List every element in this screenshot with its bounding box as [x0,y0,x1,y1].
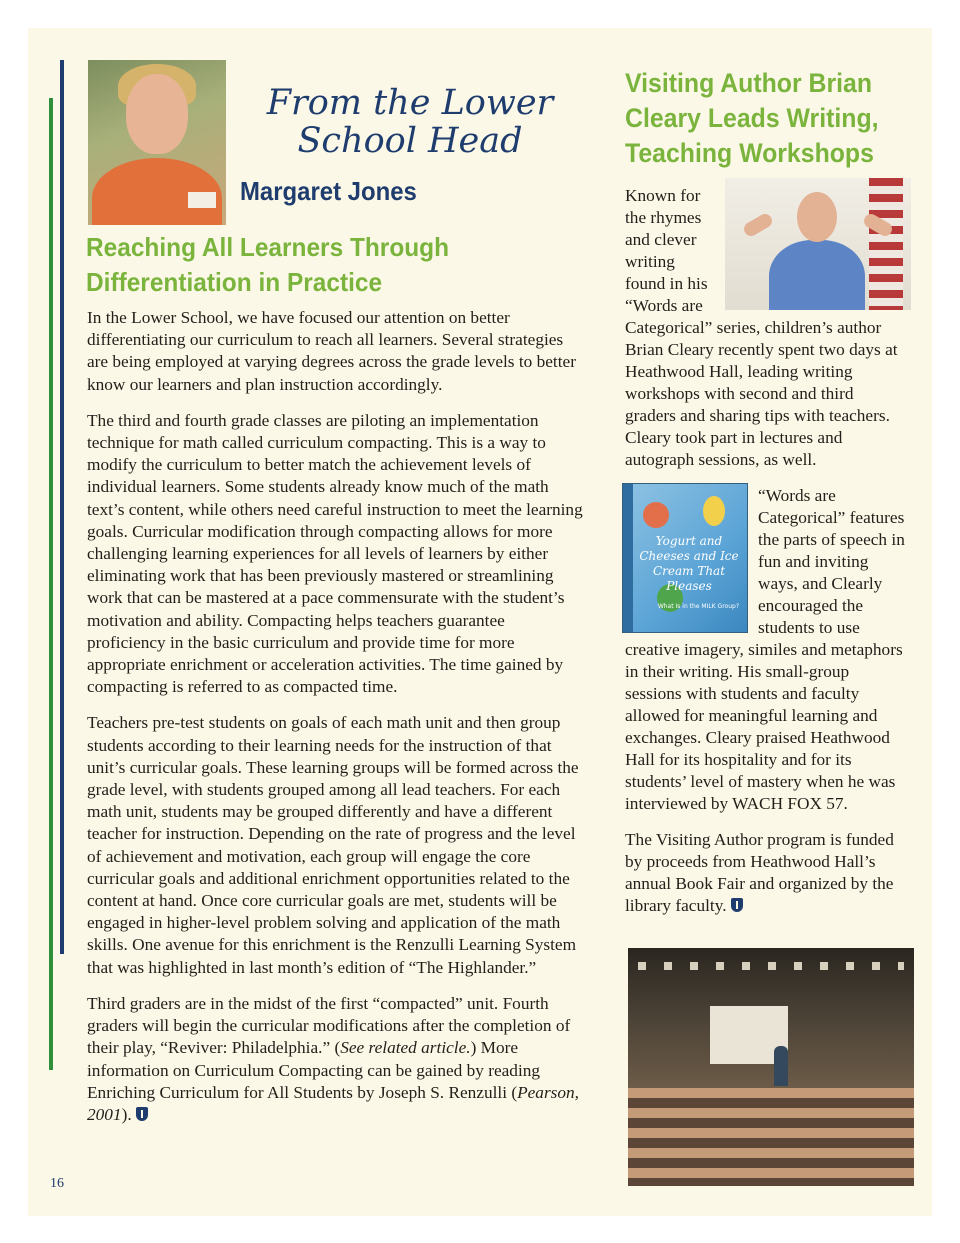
author-name: Margaret Jones [240,176,417,206]
book-title: Yogurt and Cheeses and Ice Cream That Pleases [639,534,739,593]
paragraph-final [87,993,583,1126]
author-speaking-photo [725,178,911,310]
page-number: 16 [50,1176,64,1191]
text-run: ). [121,1104,132,1124]
text-run: Known for the rhymes and clever writing found in his “Words are Categorical” series, children’s author Brian Cleary recently spent two days at Heathwood Hall, leading writing workshops with second and third graders and sharing tips with teachers. Cleary took part in lectures and autograph sessions, as well. [625,186,898,469]
right-article-body [625,185,907,931]
paragraph: In the Lower School, we have focused our attention on better differentiating our curriculum to reach all learners. Several strategies are being employed at varying degrees across the grade levels to better know our learners and plan instruction accordingly. [87,308,576,394]
text-run: Third graders are in the midst of the first “compacted” unit. Fourth graders will begin the curricular modifications after the completion of their play, “Reviver: Philadelphia.” ( [87,993,571,1058]
section-title: From the Lower School Head [266,83,554,161]
text-run: The Visiting Author program is funded by proceeds from Heathwood Hall’s annual Book Fair and organized by the library faculty. [625,830,894,915]
book-cover-image [622,483,748,633]
left-article-body [87,307,583,1140]
paragraph: The third and fourth grade classes are piloting an implementation technique for math called curriculum compacting. This is a way to modify the curriculum to better match the achievement levels of individual learners. Some students already know much of the math text’s content, while others need careful instruction to meet the learning goals. Curricular modification through compacting allows for more challenging learning experiences for all levels of learners by either eliminating work that has been previously mastered or streamlining work that can be mastered at a pace commensurate with the student’s motivation and ability. Compacting helps teachers guarantee proficiency in the basic curriculum and provide time for more appropriate enrichment or acceleration activities. The time gained by compacting is referred to as compacted time. [87,410,583,697]
shield-icon [136,1107,148,1121]
right-headline: Visiting Author Brian Cleary Leads Writing, Teaching Workshops [625,68,879,168]
paragraph [625,829,907,917]
italic-run: See related article. [340,1038,471,1058]
left-headline: Reaching All Learners Through Differentiation in Practice [86,232,450,297]
auditorium-photo [628,948,914,1186]
paragraph: Teachers pre-test students on goals of each math unit and then group students according to their learning needs for the instruction of that unit’s curricular goals. These learning groups will be formed across the grade level, with students grouped among all lead teachers. For each math unit, students may be grouped differently and have a different teacher for instruction. Depending on the rate of progress and the level of achievement and motivation, each group will engage the core curricular goals and additional enrichment opportunities related to the content at hand. Once core curricular goals are met, students will be engaged in higher-level problem solving and application of the math skills. One avenue for this enrichment is the Renzulli Learning System that was highlighted in last month’s edition of “The Highlander.” [87,713,579,977]
shield-icon [731,898,743,912]
book-subtitle: What Is in the MILK Group? [657,603,739,610]
italic-run: Pearson, 2001 [87,1082,579,1124]
decorative-blue-bar [60,60,64,954]
paragraph [625,485,907,815]
paragraph [625,185,907,471]
text-run: ) More information on Curriculum Compacting can be gained by reading Enriching Curriculum for All Students by Joseph S. Renzulli ( [87,1038,541,1102]
author-portrait-photo [88,60,226,225]
decorative-green-bar [49,98,53,1070]
text-run: “Words are Categorical” features the parts of speech in fun and inviting ways, and Clearly encouraged the students to use creative imagery, similes and metaphors in their writing. His small-group sessions with students and faculty allowed for meaningful learning and exchanges. Cleary praised Heathwood Hall for its hospitality and for its students’ level of mastery when he was interviewed by WACH FOX 57. [625,486,905,813]
